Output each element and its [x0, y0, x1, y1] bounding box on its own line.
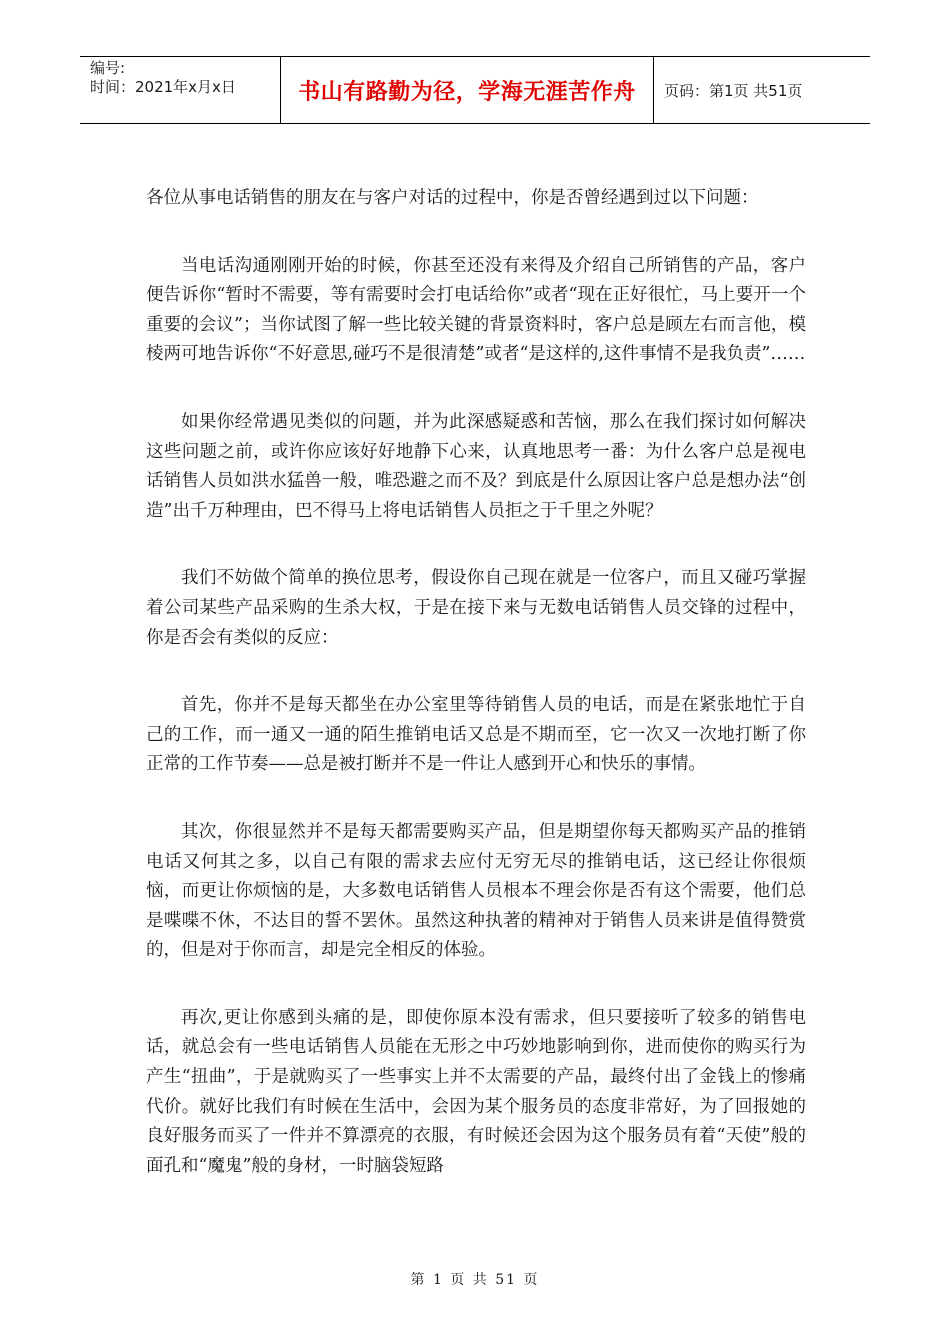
paragraph: 首先，你并不是每天都坐在办公室里等待销售人员的电话，而是在紧张地忙于自己的工作，而一通又一通的陌生推销电话又总是不期而至，它一次又一次地打断了你正常的工作节奏——总是被打断并不是一件让人感到开心和快乐的事情。	[146, 695, 806, 775]
header-motto: 书山有路勤为径，学海无涯苦作舟	[281, 57, 654, 123]
paragraph: 各位从事电话销售的朋友在与客户对话的过程中，你是否曾经遇到过以下问题：	[146, 188, 759, 208]
paragraph: 当电话沟通刚刚开始的时候，你甚至还没有来得及介绍自己所销售的产品，客户便告诉你“暂时不需要，等有需要时会打电话给你”或者“现在正好很忙，马上要开一个重要的会议”；当你试图了解一些比较关键的背景资料时，客户总是顾左右而言他，模棱两可地告诉你“不好意思,碰巧不是很清楚”或者“是这样的,这件事情不是我负责”……	[146, 255, 806, 365]
paragraph: 其次，你很显然并不是每天都需要购买产品，但是期望你每天都购买产品的推销电话又何其之多，以自己有限的需求去应付无穷无尽的推销电话，这已经让你很烦恼，而更让你烦恼的是，大多数电话销售人员根本不理会你是否有这个需要，他们总是喋喋不休，不达目的誓不罢休。虽然这种执著的精神对于销售人员来讲是值得赞赏的，但是对于你而言，却是完全相反的体验。	[146, 821, 806, 961]
header-meta	[80, 57, 281, 123]
paragraph: 我们不妨做个简单的换位思考，假设你自己现在就是一位客户，而且又碰巧掌握着公司某些产品采购的生杀大权，于是在接下来与无数电话销售人员交锋的过程中，你是否会有类似的反应：	[146, 568, 806, 648]
paragraph: 如果你经常遇见类似的问题，并为此深感疑惑和苦恼，那么在我们探讨如何解决这些问题之前，或许你应该好好地静下心来，认真地思考一番：为什么客户总是视电话销售人员如洪水猛兽一般，唯恐避之而不及？到底是什么原因让客户总是想办法“创造”出千万种理由，巴不得马上将电话销售人员拒之于千里之外呢？	[146, 411, 806, 521]
time-label: 时间：2021年x月x日	[90, 78, 236, 96]
page-footer: 第 1 页 共 51 页	[410, 1272, 540, 1288]
page-header	[80, 56, 870, 124]
document-body	[146, 184, 806, 1219]
paragraph: 再次,更让你感到头痛的是，即使你原本没有需求，但只要接听了较多的销售电话，就总会有一些电话销售人员能在无形之中巧妙地影响到你，进而使你的购买行为产生“扭曲”，于是就购买了一些事实上并不太需要的产品，最终付出了金钱上的惨痛代价。就好比我们有时候在生活中，会因为某个服务员的态度非常好，为了回报她的良好服务而买了一件并不算漂亮的衣服，有时候还会因为这个服务员有着“天使”般的面孔和“魔鬼”般的身材，一时脑袋短路	[146, 1007, 806, 1176]
header-page-info: 页码：第1页 共51页	[664, 81, 803, 100]
serial-label: 编号:	[90, 59, 126, 77]
